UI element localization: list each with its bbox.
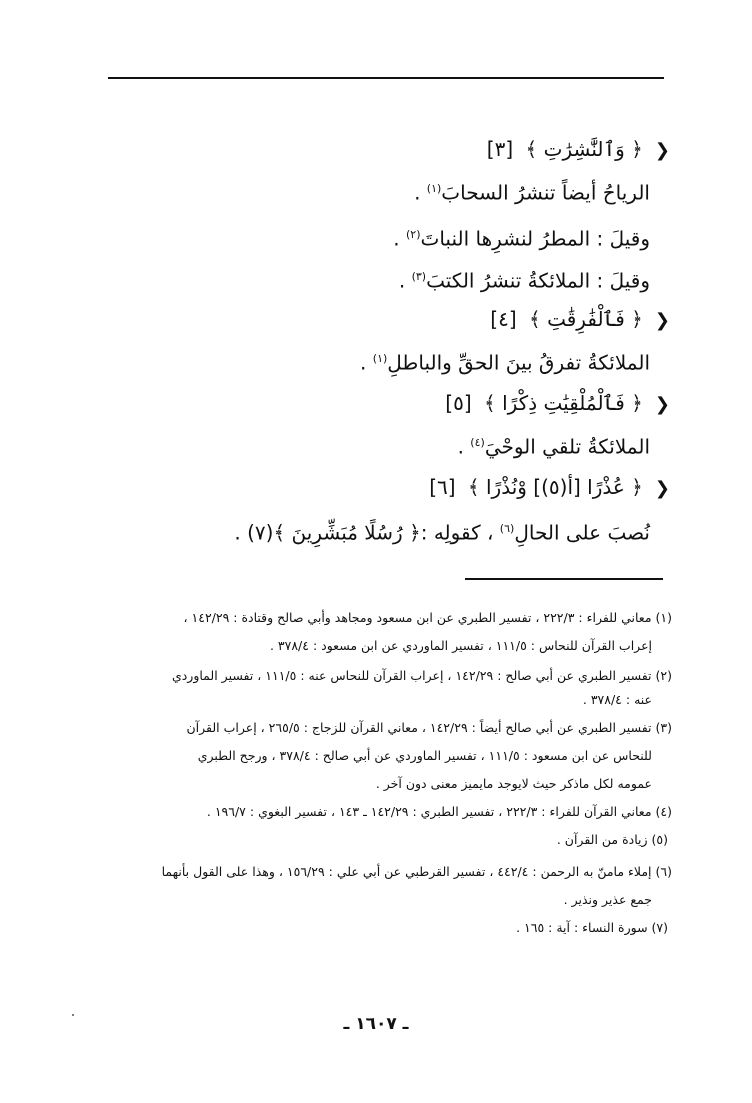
verse-marker-icon: ❮ <box>654 478 670 499</box>
verse-marker-icon: ❮ <box>654 394 670 415</box>
page-number: ـ ١٦٠٧ ـ <box>343 1014 409 1034</box>
verse-number: [٦] <box>429 475 456 499</box>
verse-number: [٤] <box>490 307 517 331</box>
footnote-line: (٥) زيادة من القرآن . <box>556 832 668 847</box>
footnote-line: عنه : ٣٧٨/٤ . <box>582 692 652 707</box>
verse-number: [٥] <box>445 391 472 415</box>
verse-line <box>429 472 670 504</box>
explanation-line: وقيلَ : المطرُ لنشرِها النباتَ$^{(٢)}$ . <box>393 226 650 251</box>
verse-number: [٣] <box>486 137 514 161</box>
footnote-line: (١) معاني للفراء : ٢٢٢/٣ ، تفسير الطبري عن ابن مسعود ومجاهد وأبي صالح وقتادة : ١٤٢/٢٩ ، <box>183 610 672 625</box>
footnote-line: (٣) تفسير الطبري عن أبي صالح أيضاً : ١٤٢/٢٩ ، معاني القرآن للزجاج : ٢٦٥/٥ ، إعراب القرآن <box>186 720 672 735</box>
verse-text: ﴿ فَٱلْفَٰرِقَٰتِ ﴾ <box>529 307 643 331</box>
footnote-line: (٢) تفسير الطبري عن أبي صالح : ١٤٢/٢٩ ، إعراب القرآن للنحاس عنه : ١١١/٥ ، تفسير الماوردي <box>171 668 672 683</box>
explanation-line: الملائكةُ تلقي الوحْيَ$^{(٤)}$ . <box>457 434 650 459</box>
footnote-line: (٤) معاني القرآن للفراء : ٢٢٢/٣ ، تفسير الطبري : ١٤٢/٢٩ ـ ١٤٣ ، تفسير البغوي : ١٩٦/٧ . <box>206 804 672 819</box>
verse-text: ﴿ وَٱلنَّٰشِرَٰتِ ﴾ <box>525 137 643 161</box>
footnote-line: (٦) إملاء مامنّ به الرحمن : ٤٤٢/٤ ، تفسير القرطبي عن أبي علي : ١٥٦/٢٩ ، وهذا على القول بأنهما <box>161 864 672 879</box>
scan-speck <box>72 1014 74 1016</box>
footnote-line: إعراب القرآن للنحاس : ١١١/٥ ، تفسير الماوردي عن ابن مسعود : ٣٧٨/٤ . <box>269 638 652 653</box>
footnote-line: جمع عذير ونذير . <box>563 892 652 907</box>
verse-text: ﴿ عُذْرًا [أ(٥)] وْنُذْرًا ﴾ <box>467 475 643 499</box>
explanation-line: الرياحُ أيضاً تنشرُ السحابَ$^{(١)}$ . <box>414 180 650 205</box>
footnote-separator <box>465 578 663 580</box>
explanation-line: وقيلَ : الملائكةُ تنشرُ الكتبَ$^{(٣)}$ . <box>398 268 650 293</box>
verse-marker-icon: ❮ <box>654 310 670 331</box>
verse-line <box>490 304 670 336</box>
explanation-line: الملائكةُ تفرقُ بينَ الحقِّ والباطلِ$^{(١)}$ . <box>360 350 650 375</box>
header-rule <box>108 77 664 79</box>
verse-marker-icon: ❮ <box>654 140 670 161</box>
verse-line <box>487 134 670 166</box>
footnote-line: للنحاس عن ابن مسعود : ١١١/٥ ، تفسير الماوردي عن أبي صالح : ٣٧٨/٤ ، ورجح الطبري <box>197 748 652 763</box>
verse-line <box>445 388 670 420</box>
explanation-line: نُصبَ على الحالِ$^{(٦)}$ ، كقولِه :﴿ رُسُلًا مُبَشِّرِينَ ﴾(٧) . <box>234 520 650 545</box>
footnote-line: عمومه لكل ماذكر حيث لايوجد مايميز معنى دون آخر . <box>375 776 652 791</box>
footnote-line: (٧) سورة النساء : آية : ١٦٥ . <box>516 920 668 935</box>
verse-text: ﴿ فَٱلْمُلْقِيَٰتِ ذِكْرًا ﴾ <box>484 391 643 415</box>
